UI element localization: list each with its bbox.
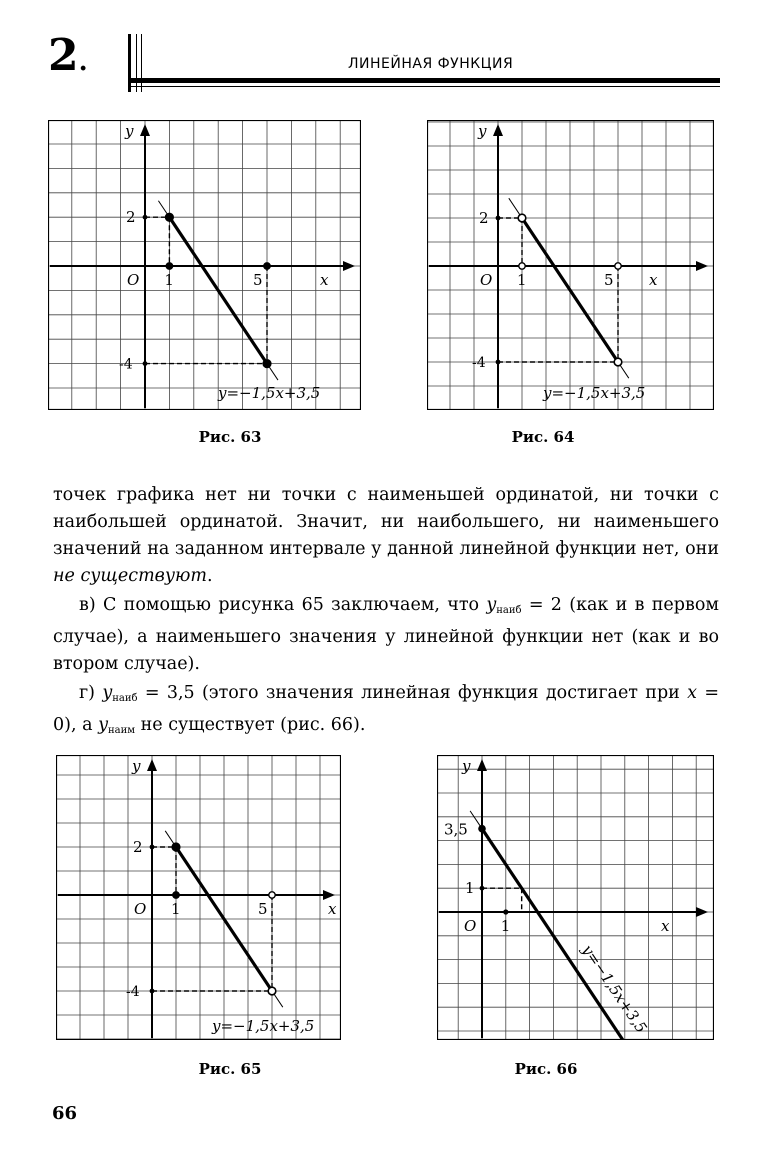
origin-label: O — [464, 917, 477, 935]
origin-label: O — [127, 271, 140, 289]
page-header — [48, 30, 720, 96]
x-axis-arrow-icon — [343, 261, 355, 271]
y-axis-point — [150, 845, 155, 850]
segment-endpoint-open — [518, 214, 526, 222]
x-tick-label: 1 — [164, 271, 174, 289]
page-number: 66 — [52, 1103, 78, 1124]
graph-fig-65 — [56, 755, 341, 1040]
x-axis-label: x — [320, 271, 329, 289]
x-tick-label: 5 — [604, 271, 614, 289]
segment-endpoint-open — [268, 987, 276, 995]
body-text — [53, 482, 719, 744]
figure-63-caption: Рис. 63 — [198, 428, 262, 446]
figure-66-caption: Рис. 66 — [514, 1060, 578, 1078]
y-axis-point — [496, 216, 501, 221]
segment-endpoint-closed — [166, 213, 174, 221]
x-tick-label: 1 — [171, 900, 181, 918]
y-tick-label: 2 — [133, 838, 143, 856]
y-axis-arrow-icon — [493, 124, 503, 136]
y-axis-point — [150, 989, 155, 994]
figure-63 — [48, 120, 361, 410]
y-axis-arrow-icon — [140, 124, 150, 136]
y-tick-label: 2 — [479, 209, 489, 227]
origin-label: O — [480, 271, 493, 289]
figure-64-caption: Рис. 64 — [511, 428, 575, 446]
segment-endpoint-closed — [263, 360, 271, 368]
y-tick-label: -4 — [126, 984, 140, 1000]
y-axis-arrow-icon — [477, 759, 487, 771]
paragraph-3: г) $y_{наиб} = 3,5$ (этого значения линейная функция достигает при x = 0), а $y_{наим}$ не существует (рис. 66). — [53, 683, 720, 736]
y-axis-arrow-icon — [147, 759, 157, 771]
header-rule-thick — [128, 78, 720, 83]
x-axis-point — [269, 892, 275, 898]
ray-start-point — [478, 825, 486, 833]
x-tick-label: 1 — [500, 917, 511, 935]
y-axis-label: y — [462, 757, 471, 775]
segment-endpoint-open — [614, 358, 622, 366]
y-axis-point — [143, 215, 148, 220]
chapter-number: 2. — [48, 30, 88, 81]
figure-65 — [56, 755, 341, 1040]
equation-label: y=−1,5x+3,5 — [543, 384, 646, 402]
x-axis-point — [166, 263, 172, 269]
y-tick-label: 1 — [465, 879, 475, 898]
y-axis-point — [480, 886, 485, 891]
graph-fig-63 — [48, 120, 361, 410]
segment-endpoint-closed — [172, 843, 180, 851]
y-axis-label: y — [478, 122, 487, 140]
origin-label: O — [134, 900, 147, 918]
figure-65-caption: Рис. 65 — [198, 1060, 262, 1078]
x-axis-arrow-icon — [696, 261, 708, 271]
x-axis-arrow-icon — [696, 907, 708, 917]
x-axis-point — [503, 909, 508, 914]
y-tick-label: -4 — [119, 356, 133, 373]
x-axis-arrow-icon — [323, 890, 335, 900]
y-tick-label: -4 — [472, 355, 486, 371]
y-axis-label: y — [132, 757, 141, 775]
x-axis-point — [173, 892, 179, 898]
graph-fig-66 — [437, 755, 714, 1040]
equation-label: y=−1,5x+3,5 — [218, 384, 321, 402]
paragraph-1: точек графика нет ни точки с наименьшей ординатой, ни точки с наибольшей ординатой. Значит, ни наибольшего, ни наименьшего значений на заданном интервале у данной линейной функции нет, они не существуют. — [53, 485, 719, 586]
y-axis-point — [143, 361, 148, 366]
x-axis-point — [264, 263, 270, 269]
chapter-title: ЛИНЕЙНАЯ ФУНКЦИЯ — [348, 56, 514, 72]
x-axis-point — [615, 263, 621, 269]
header-rule-thin — [128, 86, 720, 87]
header-vertical-bars — [128, 34, 142, 92]
x-axis-point — [519, 263, 525, 269]
y-axis-label: y — [125, 122, 134, 140]
y-tick-label: 3,5 — [444, 820, 468, 839]
equation-label: y=−1,5x+3,5 — [578, 941, 651, 1037]
figure-64 — [427, 120, 714, 410]
graph-fig-64 — [427, 120, 714, 410]
x-axis-label: x — [661, 917, 670, 935]
figure-66 — [437, 755, 714, 1040]
x-axis-label: x — [649, 271, 658, 289]
paragraph-2: в) С помощью рисунка 65 заключаем, что $y_{наиб} = 2$ (как и в первом случае), а наименьшего значения у линейной функции нет (как и во втором случае). — [53, 595, 719, 674]
header-vertical-bar-thin — [136, 34, 137, 92]
equation-label: y=−1,5x+3,5 — [212, 1017, 315, 1035]
x-tick-label: 5 — [258, 900, 268, 918]
x-axis-label: x — [328, 900, 337, 918]
x-tick-label: 1 — [517, 271, 527, 289]
y-tick-label: 2 — [126, 208, 136, 227]
graph-frame — [57, 756, 341, 1040]
x-tick-label: 5 — [253, 271, 263, 289]
y-axis-point — [496, 360, 501, 365]
